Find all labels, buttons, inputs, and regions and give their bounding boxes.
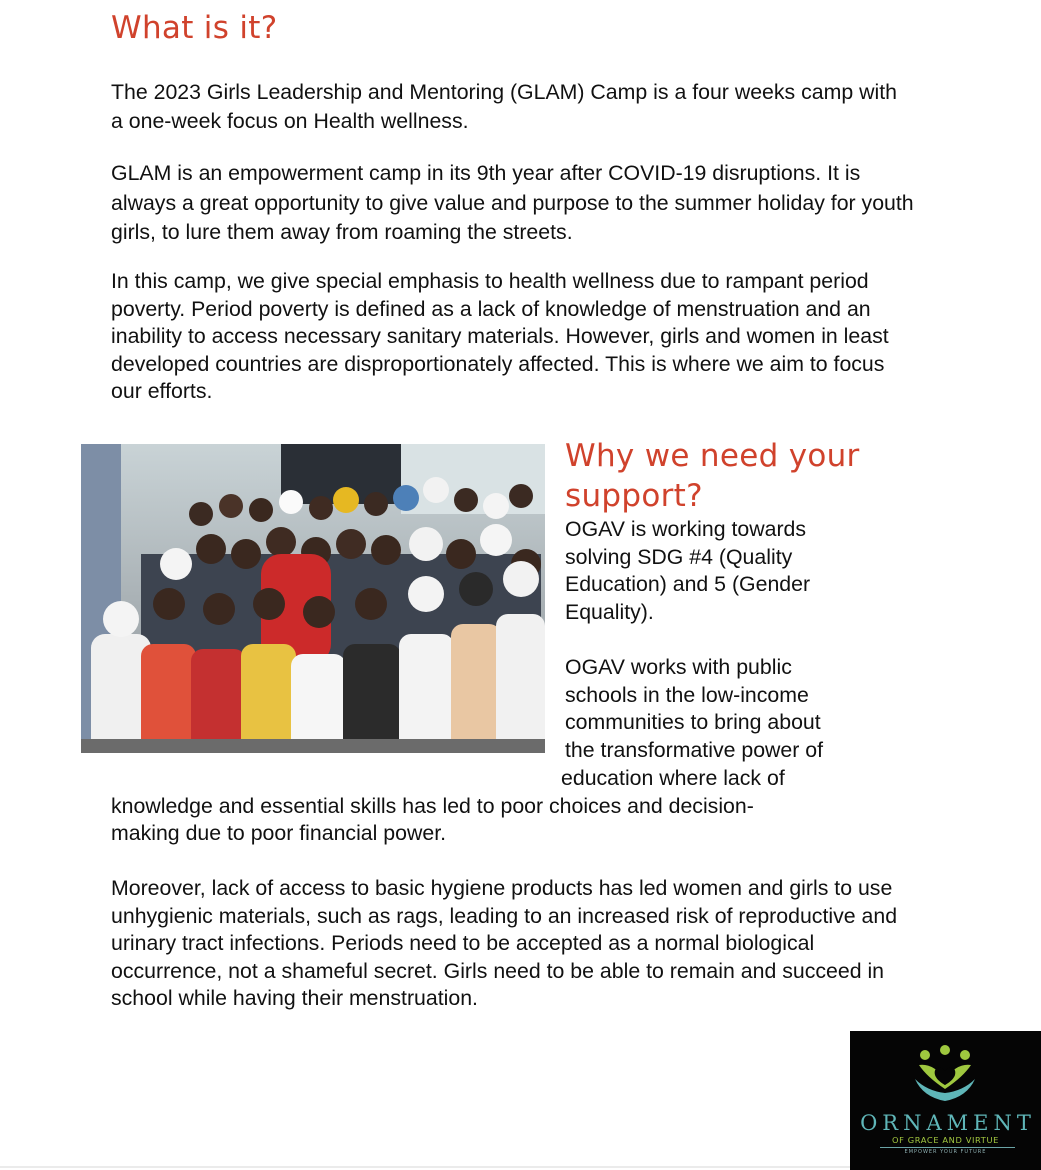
group-photo: [81, 444, 545, 753]
logo-name: ORNAMENT: [860, 1111, 1036, 1135]
intro-paragraph: The 2023 Girls Leadership and Mentoring (GLAM) Camp is a four weeks camp with a one-week focus on Health wellness.: [111, 80, 897, 133]
period-poverty-paragraph: In this camp, we give special emphasis to health wellness due to rampant period poverty. Period poverty is defined as a lack of knowledge of menstruation and an inability to access necessary sanitary materials. However, girls and women in least developed countries are disproportionately affected. This is where we aim to focus our efforts.: [111, 269, 889, 403]
logo-divider: [880, 1147, 1015, 1148]
ogav-paragraph-line: communities to bring about: [565, 710, 821, 734]
page-bottom-divider: [0, 1166, 850, 1168]
ogav-paragraph-line: OGAV works with public: [565, 655, 792, 679]
what-is-it-heading: What is it?: [111, 10, 278, 46]
glam-paragraph: GLAM is an empowerment camp in its 9th year after COVID-19 disruptions. It is always a great opportunity to give value and purpose to the summer holiday for youth girls, to lure them away from roaming the streets.: [111, 161, 914, 244]
why-support-heading: Why we need your support?: [565, 438, 860, 514]
logo-tagline: EMPOWER YOUR FUTURE: [904, 1149, 987, 1155]
ogav-paragraph-line: education where lack of: [561, 766, 785, 790]
sdg-paragraph: OGAV is working towards solving SDG #4 (Quality Education) and 5 (Gender Equality).: [565, 517, 811, 624]
people-heart-logo-icon: [913, 1045, 977, 1109]
ogav-paragraph-line: making due to poor financial power.: [111, 821, 447, 845]
group-photo-image: [81, 444, 545, 753]
ogav-paragraph-line: the transformative power of: [565, 738, 824, 762]
ornament-logo: [850, 1031, 1041, 1170]
logo-subtitle: OF GRACE AND VIRTUE: [892, 1135, 999, 1145]
ogav-paragraph-line: schools in the low-income: [565, 683, 809, 707]
ogav-paragraph-line: knowledge and essential skills has led to poor choices and decision-: [111, 794, 754, 818]
hygiene-paragraph: Moreover, lack of access to basic hygiene products has led women and girls to use unhygienic materials, such as rags, leading to an increased risk of reproductive and urinary tract infections. Periods need to be accepted as a normal biological occurrence, not a shameful secret. Girls need to be able to remain and succeed in school while having their menstruation.: [111, 876, 898, 1010]
